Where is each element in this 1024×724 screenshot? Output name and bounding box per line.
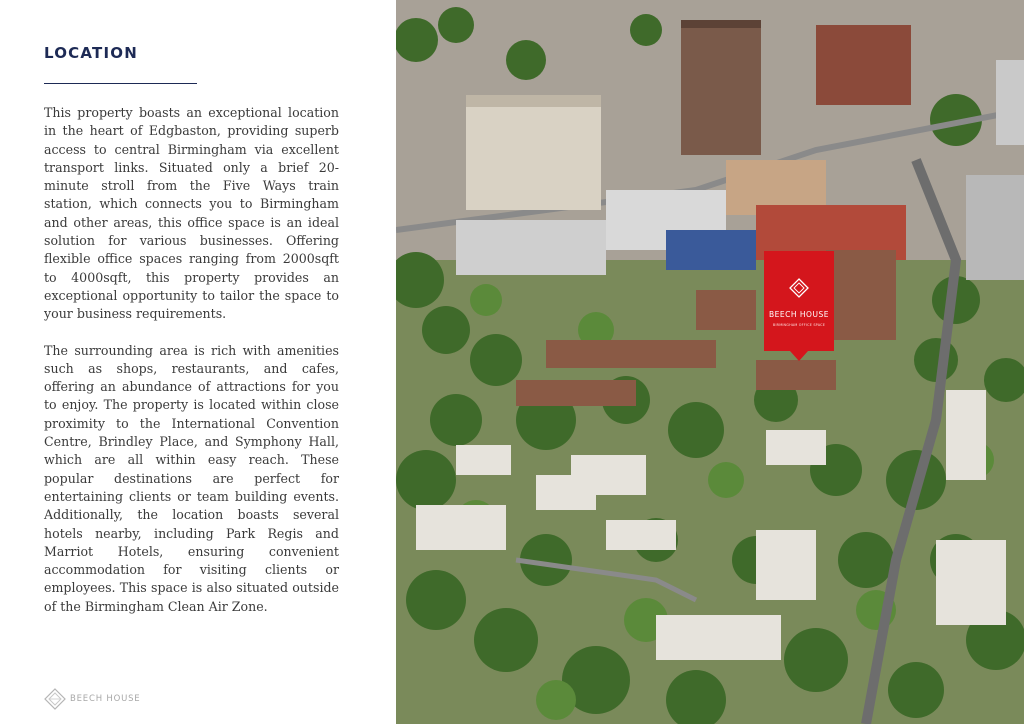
aerial-photo xyxy=(396,0,1024,724)
beech-house-marker xyxy=(764,251,834,361)
paragraph-2: The surrounding area is rich with amenities such as shops, restaurants, and cafes, offering an abundance of attractions for you to enjoy. The property is located within close proximity to the International Convention Centre, Brindley Place, and Symphony Hall, which are all within easy reach. These popular destinations are perfect for entertaining clients or team building events. Additionally, the location boasts several hotels nearby, including Park Regis and Marriot Hotels, ensuring convenient accommodation for visiting clients or employees. This space is also situated outside of the Birmingham Clean Air Zone. xyxy=(44,342,339,614)
paragraph-1: This property boasts an exceptional location in the heart of Edgbaston, providing superb access to central Birmingham via excellent transport links. Situated only a brief 20-minute stroll from the Five Ways train station, which connects you to Birmingham and other areas, this office space is an ideal solution for various businesses. Offering flexible office spaces ranging from 2000sqft to 4000sqft, this property provides an exceptional opportunity to tailor the space to your business requirements. xyxy=(44,105,339,322)
diamond-logo-icon xyxy=(44,688,66,710)
heading-divider xyxy=(44,83,197,84)
marker-panel xyxy=(764,251,834,351)
text-panel xyxy=(0,0,396,724)
marker-title: BEECH HOUSE xyxy=(769,310,829,319)
aerial-map-illustration xyxy=(396,0,1024,724)
footer-brand: BEECH HOUSE xyxy=(70,694,141,704)
body-text xyxy=(44,104,339,634)
page-heading: LOCATION xyxy=(44,44,138,62)
marker-subtitle: BIRMINGHAM OFFICE SPACE xyxy=(772,323,826,327)
footer-logo xyxy=(44,688,140,710)
